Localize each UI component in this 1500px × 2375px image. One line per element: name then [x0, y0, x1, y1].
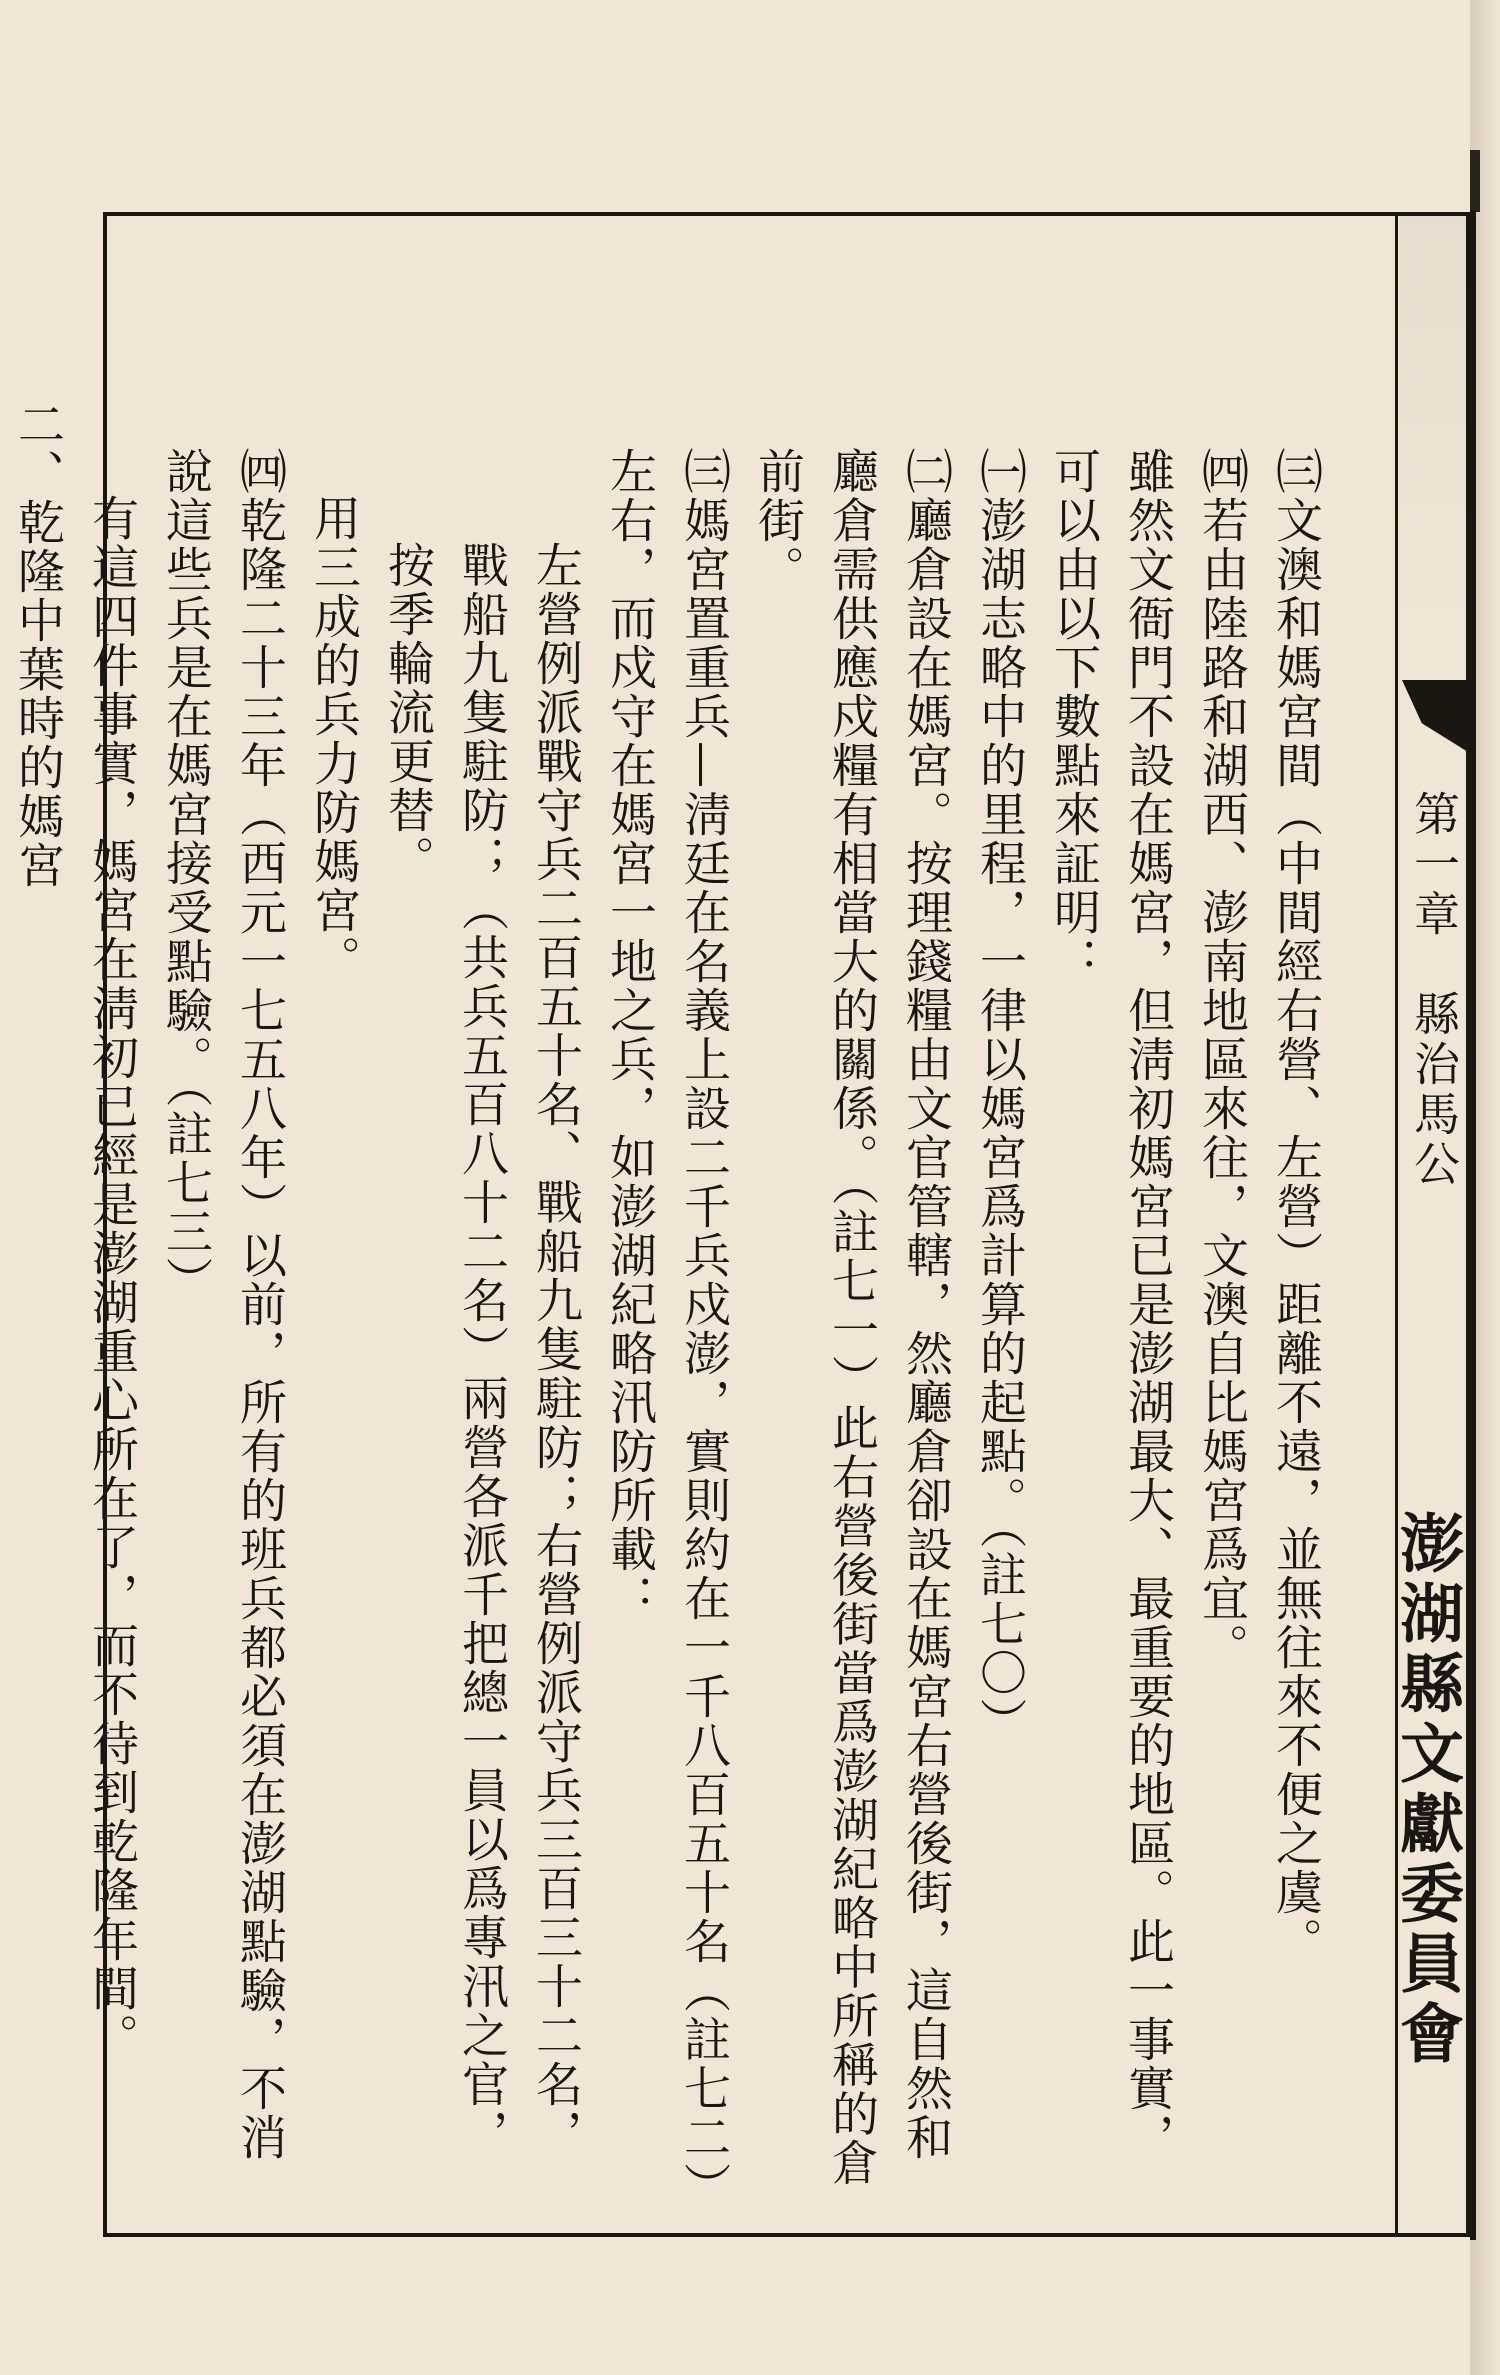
block-quote: 左營例派戰守兵二百五十名、戰船九隻駐防；右營例派守兵三百三十二名，戰船九隻駐防；（共兵五百八十二名）兩營各派千把總一員以爲專汛之官，按季輪流更替。	[380, 541, 583, 2158]
paragraph: 有這四件事實，媽宮在淸初已經是澎湖重心所在了，而不待到乾隆年間。	[84, 494, 139, 2062]
paragraph: ㈢文澳和媽宮間（中間經右營、左營）距離不遠，並無往來不便之虞。	[1268, 447, 1323, 1966]
paragraph: ㈢媽宮置重兵—淸廷在名義上設二千兵戍澎，實則約在一千八百五十名（註七二）左右，而戍守在媽宮一地之兵，如澎湖紀略汛防所載：	[602, 447, 731, 2188]
bleed-through-area	[1400, 216, 1468, 636]
paragraph: 用三成的兵力防媽宮。	[306, 494, 361, 984]
paragraph: ㈡廳倉設在媽宮。按理錢糧由文官管轄，然廳倉卻設在媽宮右營後街，這自然和廳倉需供應戍糧有相當大的關係。（註七一）此右營後街當爲澎湖紀略中所稱的倉前街。	[750, 447, 953, 2188]
paragraph: 雖然文衙門不設在媽宮，但淸初媽宮已是澎湖最大、最重要的地區。此一事實，可以由以下數點來証明：	[1046, 447, 1175, 2162]
page-corner-mark	[1470, 150, 1480, 212]
section-heading: 二、乾隆中葉時的媽宮	[10, 400, 65, 890]
body-text-columns	[10, 400, 1332, 2200]
publisher-name: 澎湖縣文獻委員會	[1389, 1510, 1463, 2070]
paragraph: ㈣若由陸路和湖西、澎南地區來往，文澳自比媽宮爲宜。	[1194, 447, 1249, 1672]
paragraph: ㈠澎湖志略中的里程，一律以媽宮爲計算的起點。（註七〇）	[972, 447, 1027, 1747]
chapter-heading: 第一章 縣治馬公	[1407, 790, 1461, 1190]
paragraph: ㈣乾隆二十三年（西元一七五八年）以前，所有的班兵都必須在澎湖點驗，不消說這些兵是在媽宮接受點驗。（註七三）	[158, 447, 287, 2162]
